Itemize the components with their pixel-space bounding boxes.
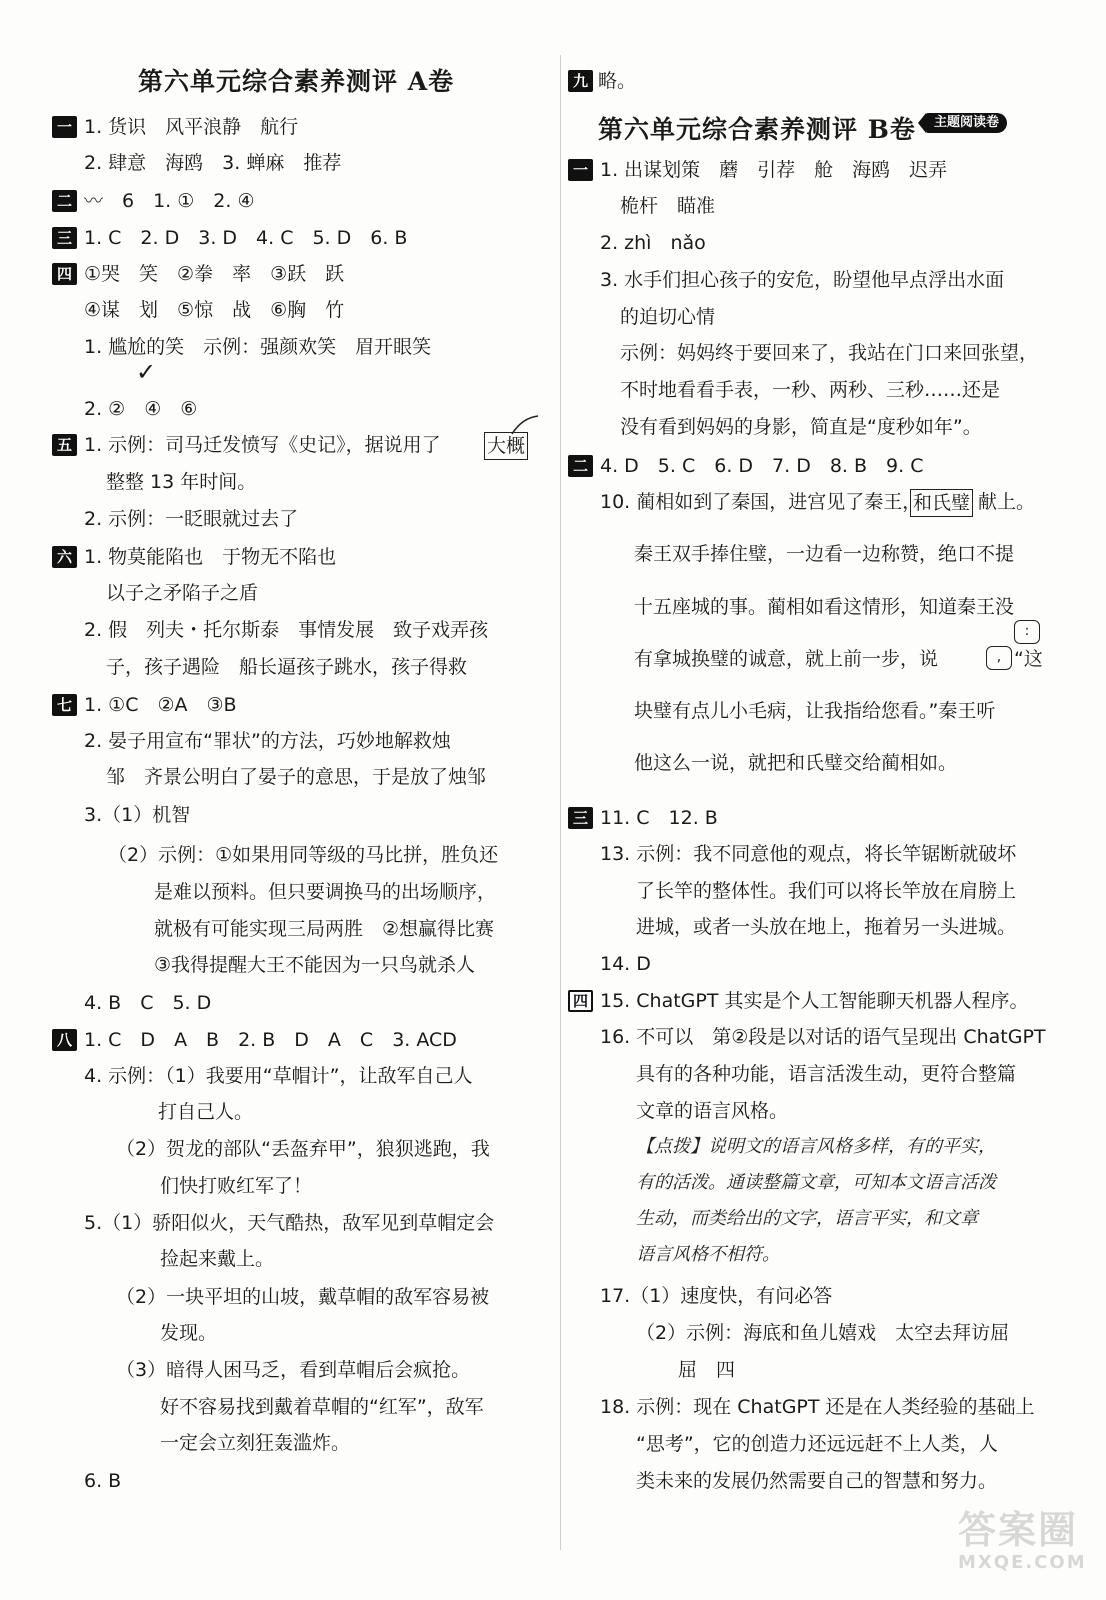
check-mark-icon: ✓ (136, 358, 157, 386)
answer-line: 块璧有点儿小毛病，让我指给您看。”秦王听 (634, 700, 996, 722)
colon-insert-mark-icon: : (1014, 620, 1040, 644)
colon-insert-mark-icon: , (986, 646, 1012, 670)
answer-line: ①哭 笑 ②拳 率 ③跃 跃 (84, 263, 345, 285)
answer-line: 5.（1）骄阳似火，天气酷热，敌军见到草帽定会 (84, 1212, 495, 1234)
section-badge-1: 一 (52, 116, 77, 138)
answer-line: 捡起来戴上。 (160, 1248, 275, 1270)
answer-line: 1. 尴尬的笑 示例：强颜欢笑 眉开眼笑 (84, 336, 432, 358)
answer-line: 16. 不可以 第②段是以对话的语气呈现出 ChatGPT (600, 1026, 1046, 1048)
answer-line: 的迫切心情 (620, 306, 716, 328)
answer-line: 6. B (84, 1470, 122, 1492)
answer-line: 桅杆 瞄准 (620, 195, 716, 217)
answer-line: 11. C 12. B (600, 807, 718, 829)
answer-line: 18. 示例：现在 ChatGPT 还是在人类经验的基础上 (600, 1396, 1035, 1418)
answer-line: 14. D (600, 953, 651, 975)
answer-line: 好不容易找到戴着草帽的“红军”，敌军 (160, 1396, 484, 1418)
site-watermark (958, 1508, 1087, 1584)
answer-line: 2. 晏子用宣布“罪状”的方法，巧妙地解救烛 (84, 730, 451, 752)
tip-line: 语言风格不相符。 (636, 1244, 780, 1265)
answer-line: 了长竿的整体性。我们可以将长竿放在肩膀上 (636, 880, 1017, 902)
answer-line: 们快打败红军了！ (160, 1175, 313, 1197)
answer-line: 4. 示例：（1）我要用“草帽计”，让敌军自己人 (84, 1065, 473, 1087)
section-badge-2: 二 (52, 190, 77, 212)
answer-line: 邹 齐景公明白了晏子的意思，于是放了烛邹 (106, 766, 487, 788)
answer-line: 10. 蔺相如到了秦国，进宫见了秦王， (600, 491, 922, 513)
section-badge-9: 九 (568, 70, 593, 92)
answer-line: 3.（1）机智 (84, 804, 191, 826)
answer-line: 17.（1）速度快，有问必答 (600, 1285, 833, 1307)
section-badge-7: 七 (52, 694, 77, 716)
boxed-word: 和氏璧 (910, 489, 973, 517)
answer-line: （2）贺龙的部队“丢盔弃甲”，狼狈逃跑，我 (116, 1138, 490, 1160)
answer-line: ③我得提醒大王不能因为一只鸟就杀人 (154, 954, 476, 976)
answer-line: ④谋 划 ⑤惊 战 ⑥胸 竹 (84, 299, 345, 321)
answer-line: 就极有可能实现三局两胜 ②想赢得比赛 (154, 918, 495, 940)
answer-line: 4. B C 5. D (84, 992, 212, 1014)
section-badge-5: 五 (52, 434, 77, 456)
answer-line: （2）一块平坦的山坡，戴草帽的敌军容易被 (116, 1286, 490, 1308)
answer-line: （3）暗得人困马乏，看到草帽后会疯抢。 (116, 1359, 471, 1381)
answer-line: 秦王双手捧住璧，一边看一边称赞，绝口不提 (634, 543, 1015, 565)
answer-line: 献上。 (978, 491, 1036, 513)
test-a-title: 第六单元综合素养测评 A卷 (138, 67, 455, 96)
answer-line: 13. 示例：我不同意他的观点，将长竿锯断就破坏 (600, 843, 1017, 865)
tip-line: 有的活泼。通读整篇文章，可知本文语言活泼 (636, 1172, 996, 1193)
answer-line: 1. C 2. D 3. D 4. C 5. D 6. B (84, 227, 408, 249)
answer-line: 2. 肆意 海鸥 3. 蝉麻 推荐 (84, 152, 342, 174)
answer-line: 打自己人。 (158, 1101, 254, 1123)
section-badge-1: 一 (568, 159, 593, 181)
answer-line: 整整 13 年时间。 (106, 471, 257, 493)
test-b-title: 第六单元综合素养测评 B卷 (598, 115, 916, 144)
answer-line: 具有的各种功能，语言活泼生动，更符合整篇 (636, 1063, 1017, 1085)
tip-line: 生动，而类给出的文字，语言平实，和文章 (636, 1208, 978, 1229)
answer-line: 有拿城换璧的诚意，就上前一步，说 (634, 648, 939, 670)
answer-line: 4. D 5. C 6. D 7. D 8. B 9. C (600, 455, 924, 477)
answer-line: 不时地看看手表，一秒、两秒、三秒……还是 (620, 379, 1001, 401)
answer-line: 十五座城的事。蔺相如看这情形，知道秦王没 (634, 596, 1015, 618)
answer-line: 一定会立刻狂轰滥炸。 (160, 1432, 351, 1454)
answer-line: 是难以预料。但只要调换马的出场顺序， (154, 881, 497, 903)
answer-line: 子，孩子遇险 船长逼孩子跳水，孩子得救 (106, 656, 468, 678)
answer-line: 2. 示例：一眨眼就过去了 (84, 508, 299, 530)
answer-line: （2）示例：海底和鱼儿嬉戏 太空去拜访屈 (636, 1322, 1010, 1344)
answer-line: 屈 四 (678, 1359, 736, 1381)
section-badge-3: 三 (52, 227, 77, 249)
answer-line: 1. 货识 风平浪静 航行 (84, 116, 299, 138)
answer-line: 〰 6 1. ① 2. ④ (84, 190, 255, 212)
answer-line: 略。 (598, 70, 637, 92)
answer-line: 示例：妈妈终于要回来了，我站在门口来回张望， (620, 342, 1039, 364)
answer-line: 1. 物莫能陷也 于物无不陷也 (84, 546, 337, 568)
answer-line: 类未来的发展仍然需要自己的智慧和努力。 (636, 1470, 998, 1492)
answer-line: 1. 示例：司马迁发愤写《史记》，据说用了 (84, 434, 441, 456)
reading-paper-tag: 主题阅读卷 (926, 113, 1007, 133)
watermark-url: MXQE.COM (958, 1552, 1087, 1573)
section-badge-3: 三 (568, 807, 593, 829)
answer-line: “这 (1014, 648, 1043, 670)
section-badge-8: 八 (52, 1029, 77, 1051)
answer-line: （2）示例：①如果用同等级的马比拼，胜负还 (108, 844, 499, 866)
answer-line: 3. 水手们担心孩子的安危，盼望他早点浮出水面 (600, 269, 1005, 291)
answer-line: “思考”，它的创造力还远远赶不上人类，人 (636, 1433, 998, 1455)
answer-line: 2. zhì nǎo (600, 232, 706, 254)
column-divider (560, 55, 561, 1550)
answer-line: 没有看到妈妈的身影，简直是“度秒如年”。 (620, 416, 982, 438)
tip-line: 【点拨】说明文的语言风格多样，有的平实， (636, 1136, 996, 1157)
answer-line: 发现。 (160, 1322, 218, 1344)
answer-line: 1. 出谋划策 蘑 引荐 舱 海鸥 迟弄 (600, 159, 948, 181)
answer-line: 2. 假 列夫・托尔斯泰 事情发展 致子戏弄孩 (84, 619, 489, 641)
watermark-text: 答案圈 (958, 1508, 1079, 1552)
answer-line: 1. ①C ②A ③B (84, 694, 237, 716)
answer-line: 他这么一说，就把和氏璧交给蔺相如。 (634, 752, 958, 774)
boxed-word: 大概 (484, 432, 528, 460)
pencil-mark-icon (508, 414, 544, 436)
answer-line: 以子之矛陷子之盾 (106, 582, 259, 604)
answer-line: 文章的语言风格。 (636, 1100, 789, 1122)
answer-line: 1. C D A B 2. B D A C 3. ACD (84, 1029, 457, 1051)
section-badge-2: 二 (568, 455, 593, 477)
answer-line: 15. ChatGPT 其实是个人工智能聊天机器人程序。 (600, 990, 1029, 1012)
section-badge-6: 六 (52, 546, 77, 568)
answer-line: 2. ② ④ ⑥ (84, 398, 198, 420)
section-badge-4: 四 (568, 990, 593, 1012)
answer-line: 进城，或者一头放在地上，拖着另一头进城。 (636, 916, 1017, 938)
section-badge-4: 四 (52, 263, 77, 285)
